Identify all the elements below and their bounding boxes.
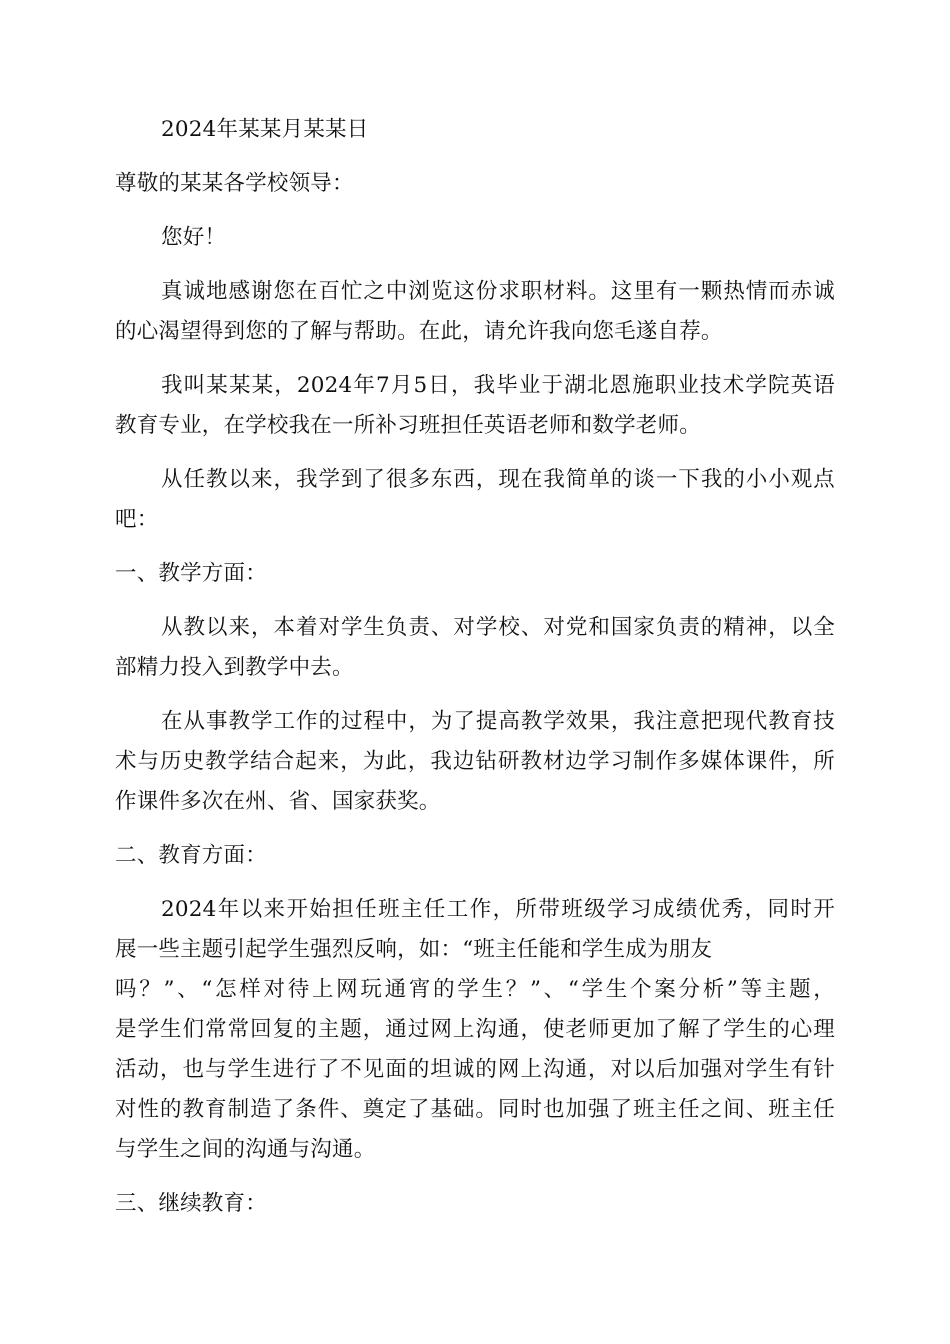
paragraph-line: 2024年以来开始担任班主任工作，所带班级学习成绩优秀，同时开 (161, 897, 835, 922)
paragraph-line: 对性的教育制造了条件、奠定了基础。同时也加强了班主任之间、班主任 (115, 1097, 835, 1122)
paragraph-line: 从教以来，本着对学生负责、对学校、对党和国家负责的精神，以全 (161, 615, 835, 640)
section-heading-teaching: 一、教学方面： (115, 561, 267, 586)
section-heading-education: 二、教育方面： (115, 843, 267, 868)
paragraph-line: 我叫某某某，2024年7月5日，我毕业于湖北恩施职业技术学院英语 (161, 373, 835, 398)
paragraph-line: 在从事教学工作的过程中，为了提高教学效果，我注意把现代教育技 (161, 709, 835, 734)
paragraph-line: 从任教以来，我学到了很多东西，现在我简单的谈一下我的小小观点 (161, 467, 835, 492)
paragraph-line: 教育专业，在学校我在一所补习班担任英语老师和数学老师。 (115, 413, 701, 438)
paragraph-line: 部精力投入到教学中去。 (115, 655, 354, 680)
paragraph-line: 吧： (115, 507, 159, 532)
paragraph-line: 的心渴望得到您的了解与帮助。在此，请允许我向您毛遂自荐。 (115, 319, 723, 344)
paragraph-line: 与学生之间的沟通与沟通。 (115, 1137, 376, 1162)
paragraph-line: 活动，也与学生进行了不见面的坦诚的网上沟通，对以后加强对学生有针 (115, 1057, 835, 1082)
section-heading-continuing-education: 三、继续教育： (115, 1191, 267, 1216)
paragraph-line: 展一些主题引起学生强烈反响，如：“班主任能和学生成为朋友 (115, 937, 713, 962)
paragraph-line: 吗？”、“怎样对待上网玩通宵的学生？”、“学生个案分析”等主题， (115, 977, 835, 1002)
paragraph-line: 术与历史教学结合起来，为此，我边钻研教材边学习制作多媒体课件，所 (115, 749, 835, 774)
paragraph-line: 真诚地感谢您在百忙之中浏览这份求职材料。这里有一颗热情而赤诚 (161, 279, 835, 304)
paragraph-line: 作课件多次在州、省、国家获奖。 (115, 789, 441, 814)
paragraph-line: 是学生们常常回复的主题，通过网上沟通，使老师更加了解了学生的心理 (115, 1017, 835, 1042)
letter-salutation: 尊敬的某某各学校领导： (115, 171, 354, 196)
letter-date: 2024年某某月某某日 (161, 117, 369, 142)
letter-greeting: 您好！ (161, 225, 227, 250)
